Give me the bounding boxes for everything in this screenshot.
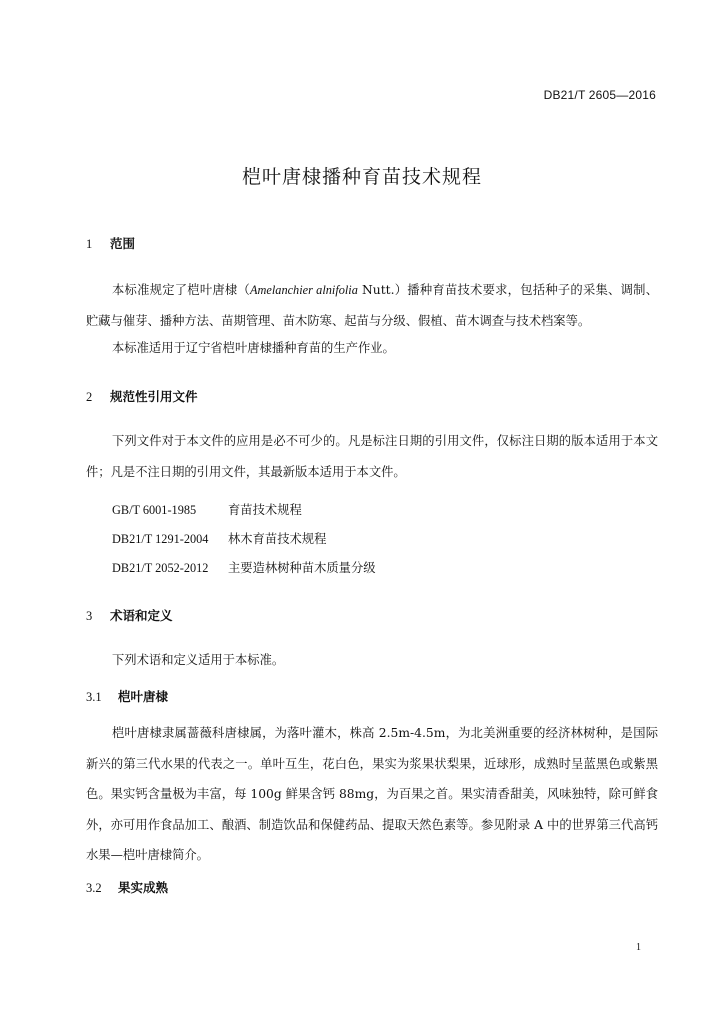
document-title: 桤叶唐棣播种育苗技术规程	[241, 166, 482, 188]
section-title: 桤叶唐棣	[118, 689, 169, 704]
section-number: 3.1	[86, 690, 102, 704]
reference-title: 主要造林树种苗木质量分级	[228, 561, 376, 575]
section-3-heading	[86, 606, 173, 624]
section-3-paragraph: 下列术语和定义适用于本标准。	[112, 653, 285, 667]
section-title: 规范性引用文件	[110, 389, 198, 404]
subsection-3-1-heading	[86, 687, 168, 705]
reference-code: DB21/T 2052-2012	[112, 561, 209, 575]
subsection-3-2-heading	[86, 878, 168, 896]
section-1-applicability-paragraph: 本标准适用于辽宁省桤叶唐棣播种育苗的生产作业。	[112, 341, 395, 355]
section-number: 1	[86, 237, 93, 251]
subsection-3-1-paragraph: 桤叶唐棣隶属蔷薇科唐棣属，为落叶灌木，株高 2.5m-4.5m，为北美洲重要的经济林树种，是国际新兴的第三代水果的代表之一。单叶互生，花白色，果实为浆果状梨果，近球形，成熟时呈蓝黑色或紫黑色。果实钙含量极为丰富，每 100g 鲜果含钙 88mg，为百果之首。果实清香甜美，风味独特，除可鲜食外，亦可用作食品加工、酿酒、制造饮品和保健药品、提取天然色素等。参见附录 A 中的世界第三代高钙水果—桤叶唐棣简介。	[86, 726, 658, 862]
section-1-heading	[86, 234, 135, 252]
reference-row	[112, 500, 302, 518]
section-number: 2	[86, 390, 93, 404]
scope-text-start: 本标准规定了桤叶唐棣（	[112, 283, 251, 297]
scope-text-end: Nutt.）播种育苗技术要求，包括种子的采集、调制、贮藏与催芽、播种方法、苗期管理、苗木防寒、起苗与分级、假植、苗木调查与技术档案等。	[86, 283, 658, 328]
reference-row	[112, 529, 326, 547]
section-2-paragraph: 下列文件对于本文件的应用是必不可少的。凡是标注日期的引用文件，仅标注日期的版本适用于本文件；凡是不注日期的引用文件，其最新版本适用于本文件。	[86, 434, 658, 479]
section-number: 3.2	[86, 881, 102, 895]
section-1-scope-paragraph	[86, 275, 658, 336]
section-2-heading	[86, 387, 198, 405]
page-number: 1	[636, 942, 641, 953]
section-title: 果实成熟	[118, 880, 169, 895]
reference-row	[112, 558, 376, 576]
section-title: 范围	[110, 236, 136, 251]
section-number: 3	[86, 609, 93, 623]
reference-code: DB21/T 1291-2004	[112, 532, 209, 546]
reference-code: GB/T 6001-1985	[112, 503, 197, 517]
reference-title: 育苗技术规程	[228, 503, 302, 517]
reference-title: 林木育苗技术规程	[228, 532, 327, 546]
document-code: DB21/T 2605—2016	[543, 88, 656, 102]
section-title: 术语和定义	[110, 608, 173, 623]
latin-name: Amelanchier alnifolia	[250, 283, 358, 297]
